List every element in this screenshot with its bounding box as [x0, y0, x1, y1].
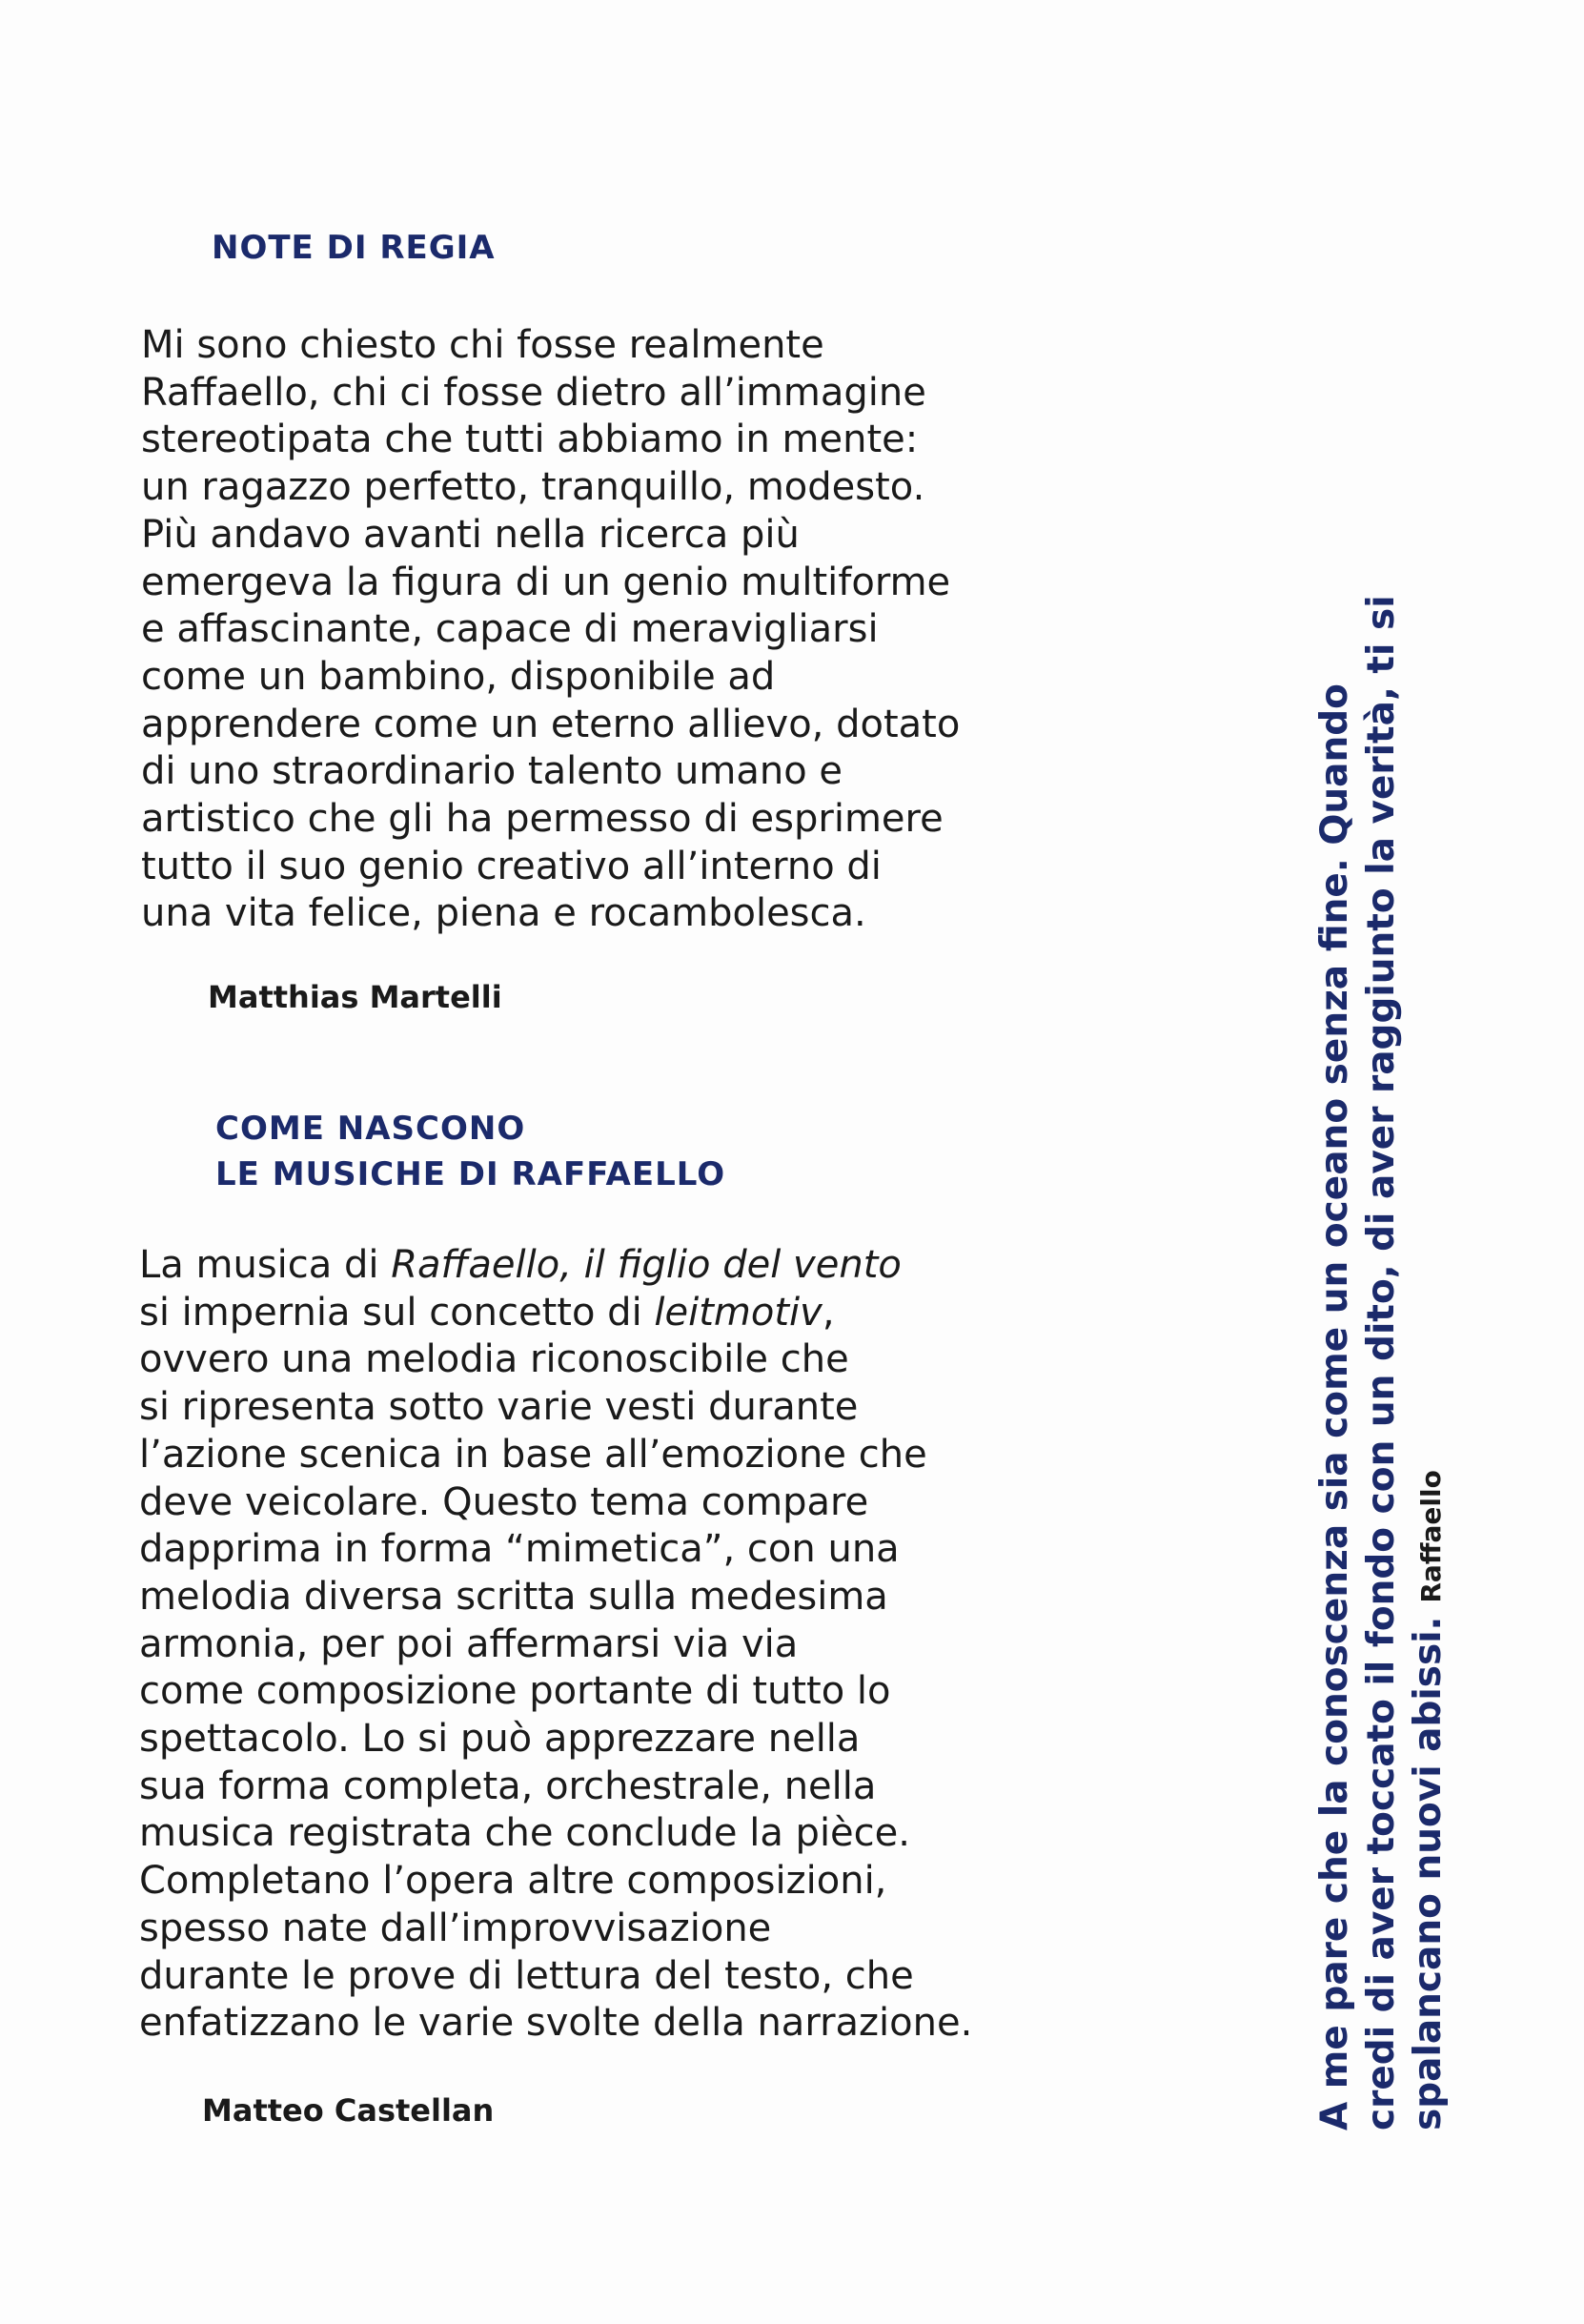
- paragraph-line: un ragazzo perfetto, tranquillo, modesto.: [141, 465, 925, 510]
- paragraph-line: come un bambino, disponibile ad: [141, 654, 776, 699]
- paragraph-line: e affascinante, capace di meravigliarsi: [141, 607, 879, 652]
- paragraph-line: tutto il suo genio creativo all’interno di: [141, 844, 882, 888]
- quote-line: A me pare che la conoscenza sia come un oceano senza fine. Quando: [1313, 683, 1356, 2130]
- paragraph-line: artistico che gli ha permesso di esprimere: [141, 797, 944, 842]
- quote-text: spalancano nuovi abissi.: [1407, 1616, 1450, 2130]
- author-matteo-castellan: Matteo Castellan: [202, 2092, 495, 2129]
- section-heading-note-di-regia: [212, 225, 496, 271]
- note-di-regia-paragraph: [141, 322, 960, 938]
- work-title: Raffaello, il figlio del vento: [391, 1243, 902, 1287]
- quote-attribution: Raffaello: [1415, 1470, 1447, 1603]
- paragraph-line: una vita felice, piena e rocambolesca.: [141, 891, 866, 936]
- heading-line: LE MUSICHE DI RAFFAELLO: [215, 1155, 726, 1193]
- paragraph-line: dapprima in forma “mimetica”, con una: [139, 1527, 900, 1572]
- line-text: si impernia sul concetto di: [139, 1290, 655, 1335]
- paragraph-line: melodia diversa scritta sulla medesima: [139, 1574, 888, 1619]
- paragraph-line: sua forma completa, orchestrale, nella: [139, 1763, 877, 1808]
- heading-text: NOTE DI REGIA: [212, 229, 496, 267]
- paragraph-line: Mi sono chiesto chi fosse realmente: [141, 323, 824, 367]
- paragraph-line: armonia, per poi affermarsi via via: [139, 1621, 799, 1666]
- paragraph-line: deve veicolare. Questo tema compare: [139, 1479, 869, 1524]
- paragraph-line: Completano l’opera altre composizioni,: [139, 1859, 887, 1904]
- paragraph-line: musica registrata che conclude la pièce.: [139, 1811, 910, 1856]
- paragraph-line: [139, 1242, 972, 1290]
- heading-line: COME NASCONO: [215, 1110, 526, 1148]
- paragraph-line: apprendere come un eterno allievo, dotato: [141, 702, 961, 746]
- paragraph-line: ovvero una melodia riconoscibile che: [139, 1337, 849, 1382]
- paragraph-line: di uno straordinario talento umano e: [141, 749, 843, 794]
- paragraph-line: stereotipata che tutti abbiamo in mente:: [141, 418, 919, 462]
- vertical-quote: [1311, 338, 1464, 2130]
- paragraph-line: spesso nate dall’improvvisazione: [139, 1906, 772, 1950]
- line-text: La musica di: [139, 1243, 392, 1287]
- term-italic: leitmotiv: [654, 1290, 822, 1335]
- paragraph-line: l’azione scenica in base all’emozione che: [139, 1432, 927, 1477]
- paragraph-line: spettacolo. Lo si può apprezzare nella: [139, 1717, 861, 1762]
- paragraph-line: Raffaello, chi ci fosse dietro all’immagine: [141, 370, 926, 415]
- musiche-paragraph: [139, 1242, 972, 2048]
- paragraph-line: si ripresenta sotto varie vesti durante: [139, 1385, 859, 1430]
- section-heading-come-nascono: [215, 1106, 725, 1197]
- paragraph-line: emergeva la figura di un genio multiforme: [141, 560, 951, 604]
- raphael-quote: [1311, 338, 1454, 2130]
- line-text: ,: [822, 1290, 835, 1335]
- quote-line: [1405, 338, 1454, 2130]
- paragraph-line: durante le prove di lettura del testo, che: [139, 1953, 914, 1998]
- quote-line: credi di aver toccato il fondo con un dito, di aver raggiunto la verità, ti si: [1360, 595, 1403, 2130]
- paragraph-line: Più andavo avanti nella ricerca più: [141, 512, 800, 557]
- paragraph-line: come composizione portante di tutto lo: [139, 1669, 891, 1714]
- paragraph-line: [139, 1290, 972, 1337]
- paragraph-line: enfatizzano le varie svolte della narrazione.: [139, 2001, 973, 2046]
- author-matthias-martelli: Matthias Martelli: [208, 979, 502, 1015]
